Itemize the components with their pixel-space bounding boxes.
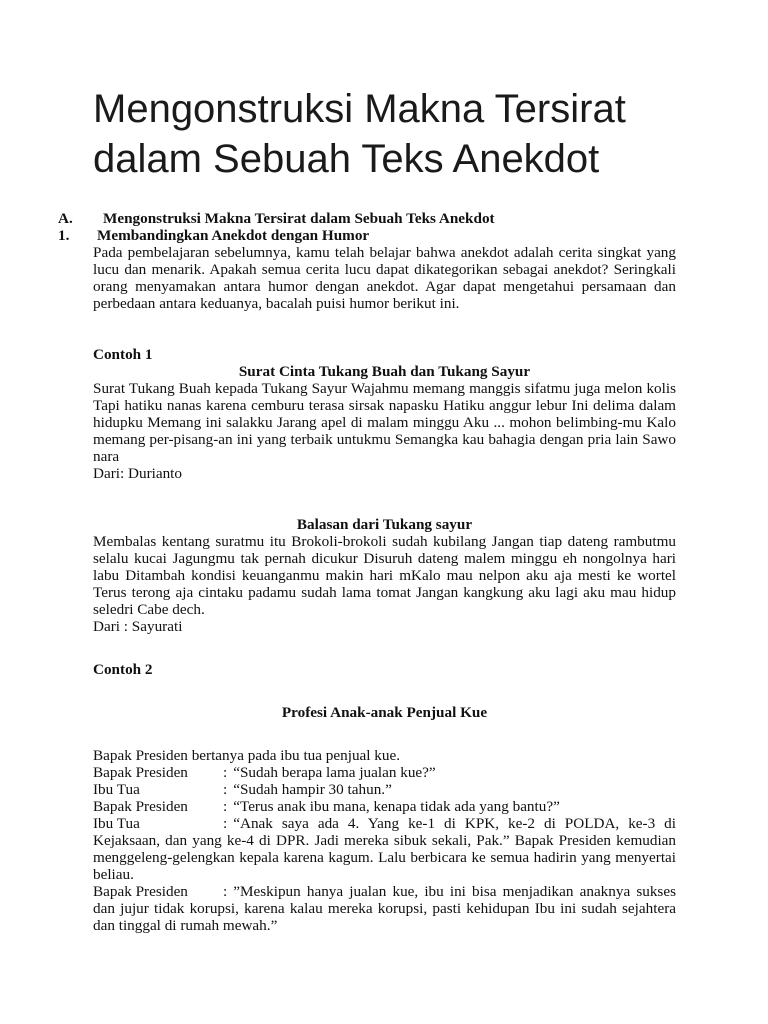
subsection-label: 1. [58,227,70,244]
document-title [93,84,713,184]
dialog-line: “Terus anak ibu mana, kenapa tidak ada yang bantu?” [233,798,560,815]
dialog-row: Bapak Presiden : ”Meskipun hanya jualan kue, ibu ini bisa menjadikan anaknya sukses dan jujur tidak korupsi, karena kalau mereka korupsi, pasti kehidupan Ibu ini sudah sejahtera dan tinggal di rumah mewah.” [93,883,676,934]
dialog-speaker: Bapak Presiden [93,798,188,815]
example1-signoff: Dari: Durianto [93,465,182,482]
example2-label: Contoh 2 [93,661,153,678]
example1-body: Surat Tukang Buah kepada Tukang Sayur Wajahmu memang manggis sifatmu juga melon kolis Tapi hatiku nanas karena cemburu terasa sirsak napasku Hatiku anggur lebur Ini delima dalam hidupku Memang ini salakku Jarang apel di malam minggu Aku ... mohon belimbing-mu Kalo memang per-pisang-an ini yang terbaik untukmu Semangka kau bahagia dengan pria lain Sawo nara [93,380,676,465]
dialog-speaker: Bapak Presiden [93,883,188,900]
example2-title: Profesi Anak-anak Penjual Kue [281,704,488,721]
subsection-heading [58,227,676,244]
dialog-row: Ibu Tua : “Anak saya ada 4. Yang ke-1 di KPK, ke-2 di POLDA, ke-3 di Kejaksaan, dan yang ke-4 di DPR. Jadi mereka sibuk sekali, Pak.” Bapak Presiden kemudian menggeleng-gelengkan kepala karena kagum. Lalu berbicara ke semua hadirin yang menyertai beliau. [93,815,676,883]
dialog-row: Bapak Presiden : “Terus anak ibu mana, kenapa tidak ada yang bantu?” [93,798,560,815]
title-line-1: Mengonstruksi Makna Tersirat [93,87,626,131]
dialog-speaker: Ibu Tua [93,781,140,798]
section-text: Mengonstruksi Makna Tersirat dalam Sebuah Teks Anekdot [103,210,495,227]
dialog-list [93,764,676,934]
dialog-line: “Sudah hampir 30 tahun.” [233,781,392,798]
example1-reply-title: Balasan dari Tukang sayur [296,516,473,533]
dialog-line: “Sudah berapa lama jualan kue?” [233,764,436,781]
example1-reply-body: Membalas kentang suratmu itu Brokoli-brokoli sudah kubilang Jangan tiap dateng rambutmu selalu kucai Jagungmu tak pernah dicukur Disuruh dateng malem minggu eh nongolnya hari labu Ditambah kondisi keuanganmu makin hari mKalo mau nelpon aku aja mesti ke wortel Terus terong aja cintaku padamu sudah lama tomat Jangan kangkung aku lagi aku mau hidup seledri Cabe dech. [93,533,676,618]
dialog-line: “Anak saya ada 4. Yang ke-1 di KPK, ke-2 di POLDA, ke-3 di Kejaksaan, dan yang ke-4 di DPR. Jadi mereka sibuk sekali, Pak.” Bapak Presiden kemudian menggeleng-gelengkan kepala karena kagum. Lalu berbicara ke semua hadirin yang menyertai beliau. [93,815,676,883]
dialog-line: ”Meskipun hanya jualan kue, ibu ini bisa menjadikan anaknya sukses dan jujur tidak korupsi, karena kalau mereka korupsi, pasti kehidupan Ibu ini sudah sejahtera dan tinggal di rumah mewah.” [93,883,676,934]
section-label: A. [58,210,73,227]
dialog-row: Bapak Presiden : “Sudah berapa lama jualan kue?” [93,764,436,781]
dialog-row: Ibu Tua : “Sudah hampir 30 tahun.” [93,781,392,798]
section-heading [58,210,676,227]
document-body [58,210,676,934]
example1-reply-signoff: Dari : Sayurati [93,618,183,635]
example1-label: Contoh 1 [93,346,153,363]
example1-title: Surat Cinta Tukang Buah dan Tukang Sayur [238,363,531,380]
subsection-text: Membandingkan Anekdot dengan Humor [97,227,370,244]
dialog-speaker: Ibu Tua [93,815,140,832]
title-line-2: dalam Sebuah Teks Anekdot [93,137,600,181]
intro-paragraph: Pada pembelajaran sebelumnya, kamu telah belajar bahwa anekdot adalah cerita singkat yang lucu dan menarik. Apakah semua cerita lucu dapat dikategorikan sebagai anekdot? Seringkali orang menyamakan antara humor dengan anekdot. Agar dapat mengetahui persamaan dan perbedaan antara keduanya, bacalah puisi humor berikut ini. [93,244,676,312]
dialog-speaker: Bapak Presiden [93,764,188,781]
example2-opening: Bapak Presiden bertanya pada ibu tua penjual kue. [93,747,401,764]
